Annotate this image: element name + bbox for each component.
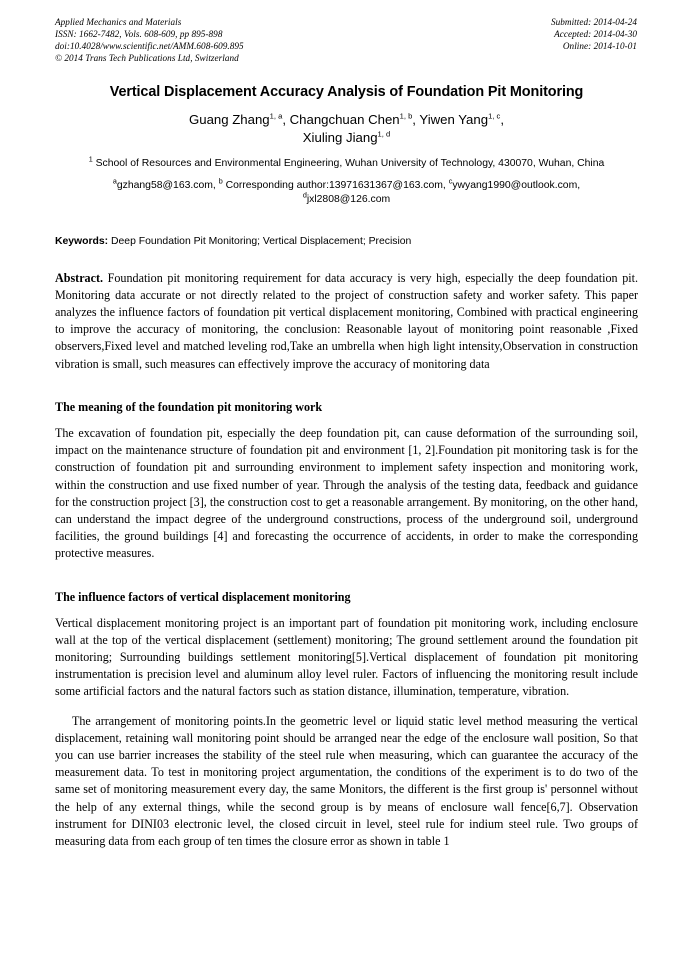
author-list xyxy=(55,111,638,147)
journal-header-left xyxy=(55,16,244,64)
abstract xyxy=(55,270,638,373)
abstract-label: Abstract. xyxy=(55,270,104,285)
email-marker-b: b xyxy=(218,176,223,186)
journal-copyright: © 2014 Trans Tech Publications Ltd, Switzerland xyxy=(55,53,239,63)
email-marker-c: c xyxy=(448,176,453,186)
journal-header xyxy=(55,16,638,64)
affiliation-marker: 1 xyxy=(88,154,93,164)
email-marker-a: a xyxy=(112,176,117,186)
section-2-paragraph-2: The arrangement of monitoring points.In the geometric level or liquid static level method measuring the vertical displacement, retaining wall monitoring point should be arranged near the edge of the enclosure wall position, So that you can use barrier increases the stability of the steel rule when measuring, which can guarantee the accuracy of the measurement data. To test in monitoring project argumentation, the conditions of the experiment is to do two of the same set of monitoring measurement every day, the same Monitors, the different is the first group is' personnel without the help of any external things, while the second group is by means of enclosure wall fence[6,7]. Observation instrument for DINI03 electronic level, the closed circuit in level, steel rule for indium steel rule. Two groups of measuring data from each group of ten times the closure error as shown in table 1 xyxy=(55,713,638,849)
email-line-1 xyxy=(112,176,446,191)
author-affiliation-marker: 1, d xyxy=(377,129,391,139)
keywords-label: Keywords: xyxy=(55,235,109,247)
section-1-paragraph-1: The excavation of foundation pit, especially the deep foundation pit, can cause deformation of the surrounding soil, impact on the maintenance structure of foundation pit and environment [1, 2].Foundation pit monitoring task is for the construction of foundation pit and surrounding environment to implement safety inspection and monitoring work, within the construction and use fixed number of year. Through the analysis of the testing data, feedback and guidance for the construction project [3], the construction cost to get a reasonable arrangement. By monitoring, on the other hand, can understand the impact degree of the underground constructions, process of the underground soil, underground facilities, the ground buildings [4] and forecasting the occurrence of accidents, in order to make the corresponding protective measures. xyxy=(55,425,638,561)
author-separator: , xyxy=(412,111,420,127)
keywords-text: Deep Foundation Pit Monitoring; Vertical Displacement; Precision xyxy=(108,235,412,247)
author-emails xyxy=(55,176,638,207)
section-heading-1: The meaning of the foundation pit monitoring work xyxy=(55,399,323,414)
email-address: ywyang1990@outlook.com, xyxy=(452,179,581,191)
journal-doi: doi:10.4028/www.scientific.net/AMM.608-609.895 xyxy=(55,41,244,51)
author-separator: , xyxy=(282,111,290,127)
journal-name: Applied Mechanics and Materials xyxy=(55,17,182,27)
author-name: Guang Zhang xyxy=(188,111,270,127)
author-name: Yiwen Yang xyxy=(419,111,489,127)
email-address: gzhang58@163.com, xyxy=(116,179,219,191)
author-affiliation-marker: 1, a xyxy=(269,111,283,121)
section-heading-2: The influence factors of vertical displacement monitoring xyxy=(55,589,351,604)
date-online: Online: 2014-10-01 xyxy=(562,41,637,51)
author-name: Xiuling Jiang xyxy=(302,129,378,145)
author-line-2 xyxy=(55,129,638,147)
date-accepted: Accepted: 2014-04-30 xyxy=(554,29,637,39)
email-address: Corresponding author:13971631367@163.com, xyxy=(222,179,446,191)
journal-issn-volume: ISSN: 1662-7482, Vols. 608-609, pp 895-898 xyxy=(55,29,223,39)
page-title: Vertical Displacement Accuracy Analysis of Foundation Pit Monitoring xyxy=(109,84,584,100)
date-submitted: Submitted: 2014-04-24 xyxy=(550,17,637,27)
keywords xyxy=(55,235,638,249)
email-address: jxl2808@126.com xyxy=(306,193,391,205)
author-separator: , xyxy=(500,111,504,127)
email-marker-d: d xyxy=(302,190,307,200)
affiliation-text: School of Resources and Environmental Engineering, Wuhan University of Technology, 430070, Wuhan, China xyxy=(92,157,605,169)
author-affiliation-marker: 1, b xyxy=(399,111,413,121)
author-line-1 xyxy=(55,111,638,129)
author-affiliation-marker: 1, c xyxy=(488,111,501,121)
journal-header-right xyxy=(551,16,638,52)
affiliation xyxy=(55,154,638,171)
section-2-paragraph-1: Vertical displacement monitoring project is an important part of foundation pit monitoring work, including enclosure wall at the top of the vertical displacement (settlement) monitoring; The ground settlement around the foundation pit monitoring; Surrounding buildings settlement monitoring[5].Vertical displacement of foundation pit monitoring instrumentation is precision level and aluminum alloy level ruler. Factors of influencing the monitoring result include some artificial factors and the natural factors such as station distance, illumination, temperature, vibration. xyxy=(55,615,638,699)
author-name: Changchuan Chen xyxy=(289,111,400,127)
abstract-text: Foundation pit monitoring requirement for data accuracy is very high, especially the deep foundation pit. Monitoring data accurate or not directly related to the project of construction safety and worker safety. This paper analyzes the influence factors of foundation pit vertical displacement monitoring, Combined with practical engineering to improve the accuracy of monitoring, the conclusion: Reasonable layout of monitoring point reasonable ,Fixed observers,Fixed level and matched leveling rod,Take an umbrella when high light intensity,Observation in construction vibration is small, such measures can effectively improve the accuracy of monitoring data xyxy=(55,270,638,371)
